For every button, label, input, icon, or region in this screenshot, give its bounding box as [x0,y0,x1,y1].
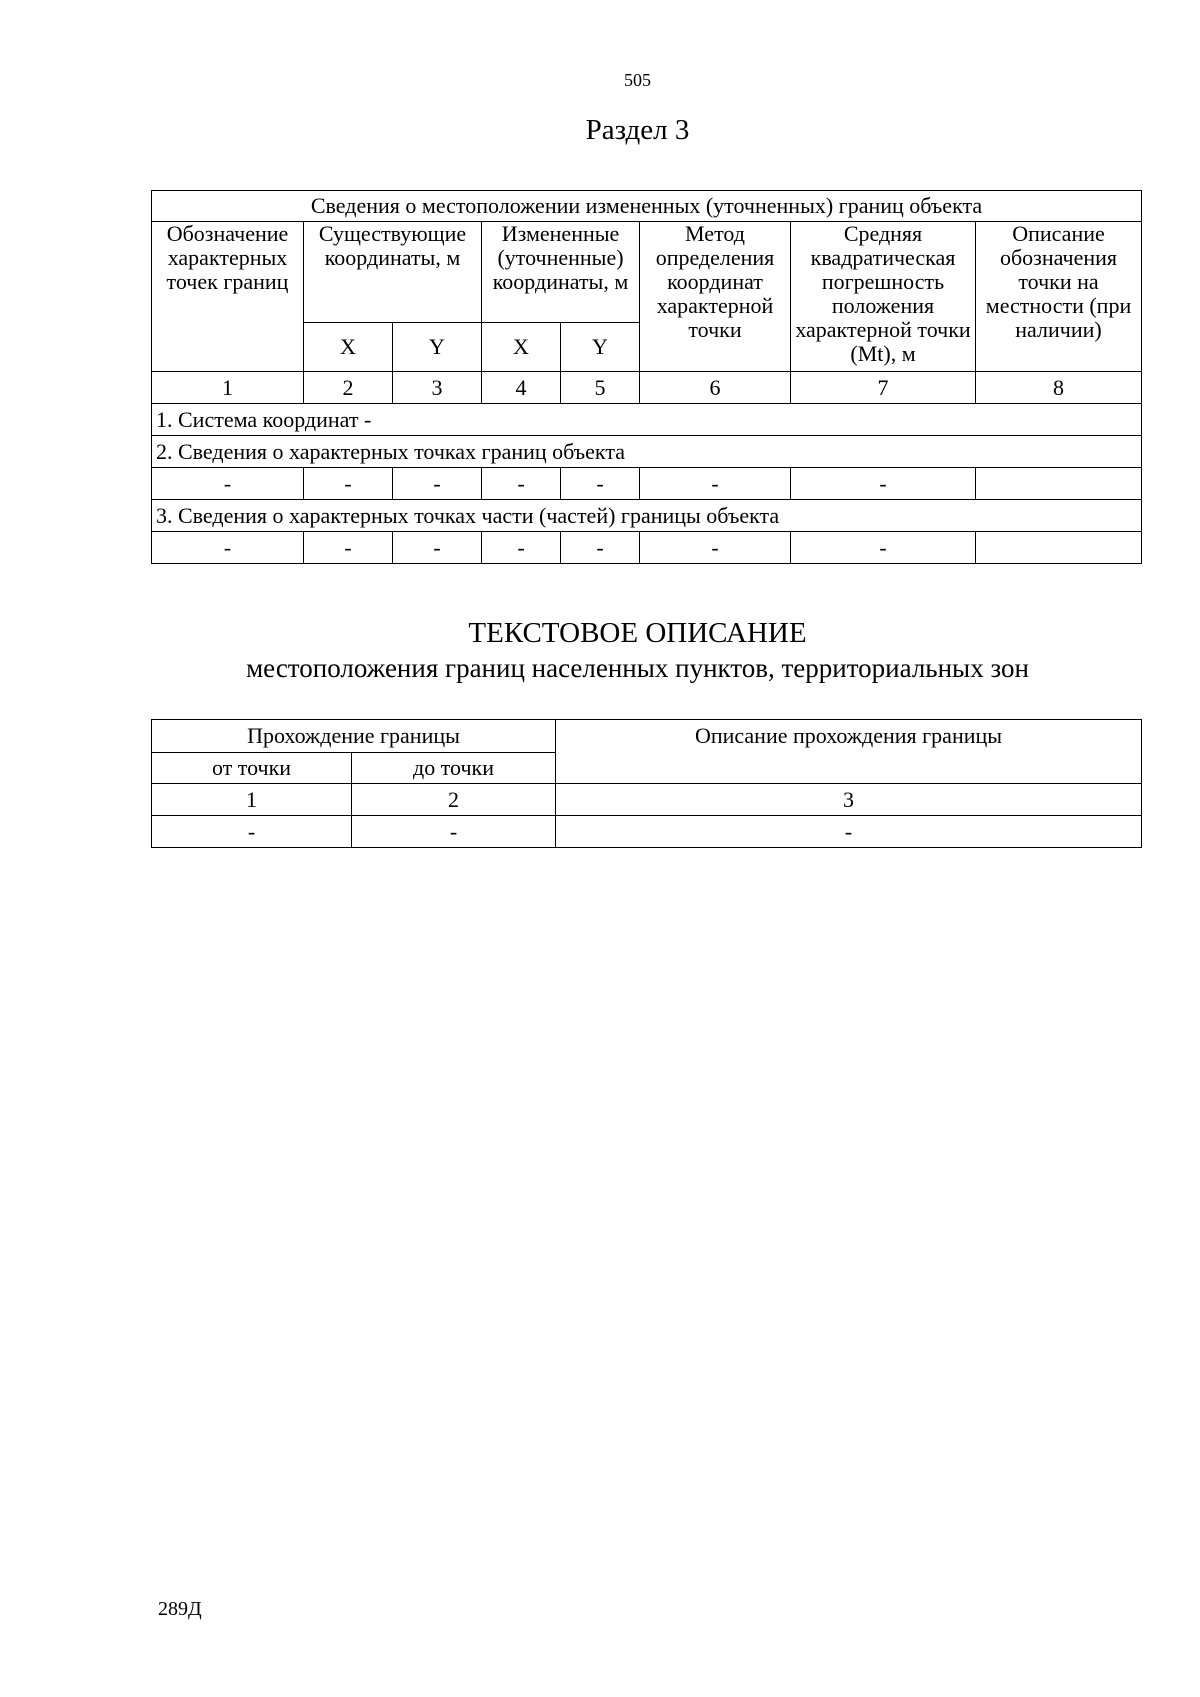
column-number: 1 [152,784,352,816]
header-from-point: от точки [152,753,352,784]
column-number: 3 [393,372,482,404]
boundary-points-heading: 2. Сведения о характерных точках границ объекта [152,436,1142,468]
table-cell: - [152,532,304,564]
table-cell: - [556,816,1142,848]
table-cell [976,532,1142,564]
header-point-designation: Обозначение характерных точек границ [152,222,304,372]
column-number: 2 [352,784,556,816]
document-code: 289Д [158,1598,202,1620]
column-number: 6 [640,372,791,404]
table-cell: - [304,532,393,564]
header-existing-y: Y [393,323,482,372]
section-title: Раздел 3 [585,114,690,146]
column-number: 2 [304,372,393,404]
table-cell: - [482,532,561,564]
table-row [152,816,1142,848]
column-number: 8 [976,372,1142,404]
table-row [152,468,1142,500]
text-description-title: ТЕКСТОВОЕ ОПИСАНИЕ [468,617,807,649]
table-caption: Сведения о местоположении измененных (уточненных) границ объекта [152,191,1142,222]
column-number: 1 [152,372,304,404]
column-number: 4 [482,372,561,404]
header-mean-square-error: Средняя квадратическая погрешность положения характерной точки (Mt), м [791,222,976,372]
header-to-point: до точки [352,753,556,784]
boundary-parts-heading: 3. Сведения о характерных точках части (частей) границы объекта [152,500,1142,532]
header-point-description: Описание обозначения точки на местности (при наличии) [976,222,1142,372]
column-number: 5 [561,372,640,404]
table-cell: - [304,468,393,500]
header-boundary-passage: Прохождение границы [152,720,556,753]
table-cell: - [561,532,640,564]
header-existing-coordinates: Существующие координаты, м [304,222,482,323]
table-cell: - [152,816,352,848]
text-description-subtitle: местоположения границ населенных пунктов, территориальных зон [246,653,1029,683]
changed-boundaries-table [151,190,1142,564]
table-cell: - [640,532,791,564]
table-row [152,532,1142,564]
header-changed-y: Y [561,323,640,372]
column-numbers-row [152,372,1142,404]
column-number: 3 [556,784,1142,816]
table-cell: - [152,468,304,500]
table-cell: - [791,468,976,500]
column-numbers-row [152,784,1142,816]
table-cell: - [393,468,482,500]
header-existing-x: X [304,323,393,372]
header-changed-x: X [482,323,561,372]
table-cell: - [393,532,482,564]
column-number: 7 [791,372,976,404]
table-cell: - [482,468,561,500]
header-method: Метод определения координат характерной точки [640,222,791,372]
table-cell: - [561,468,640,500]
table-cell: - [640,468,791,500]
header-changed-coordinates: Измененные (уточненные) координаты, м [482,222,640,323]
boundary-passage-table [151,719,1142,848]
header-passage-description: Описание прохождения границы [556,720,1142,784]
table-cell: - [352,816,556,848]
table-cell [976,468,1142,500]
page-number: 505 [624,70,651,90]
coordinate-system-row: 1. Система координат - [152,404,1142,436]
table-cell: - [791,532,976,564]
